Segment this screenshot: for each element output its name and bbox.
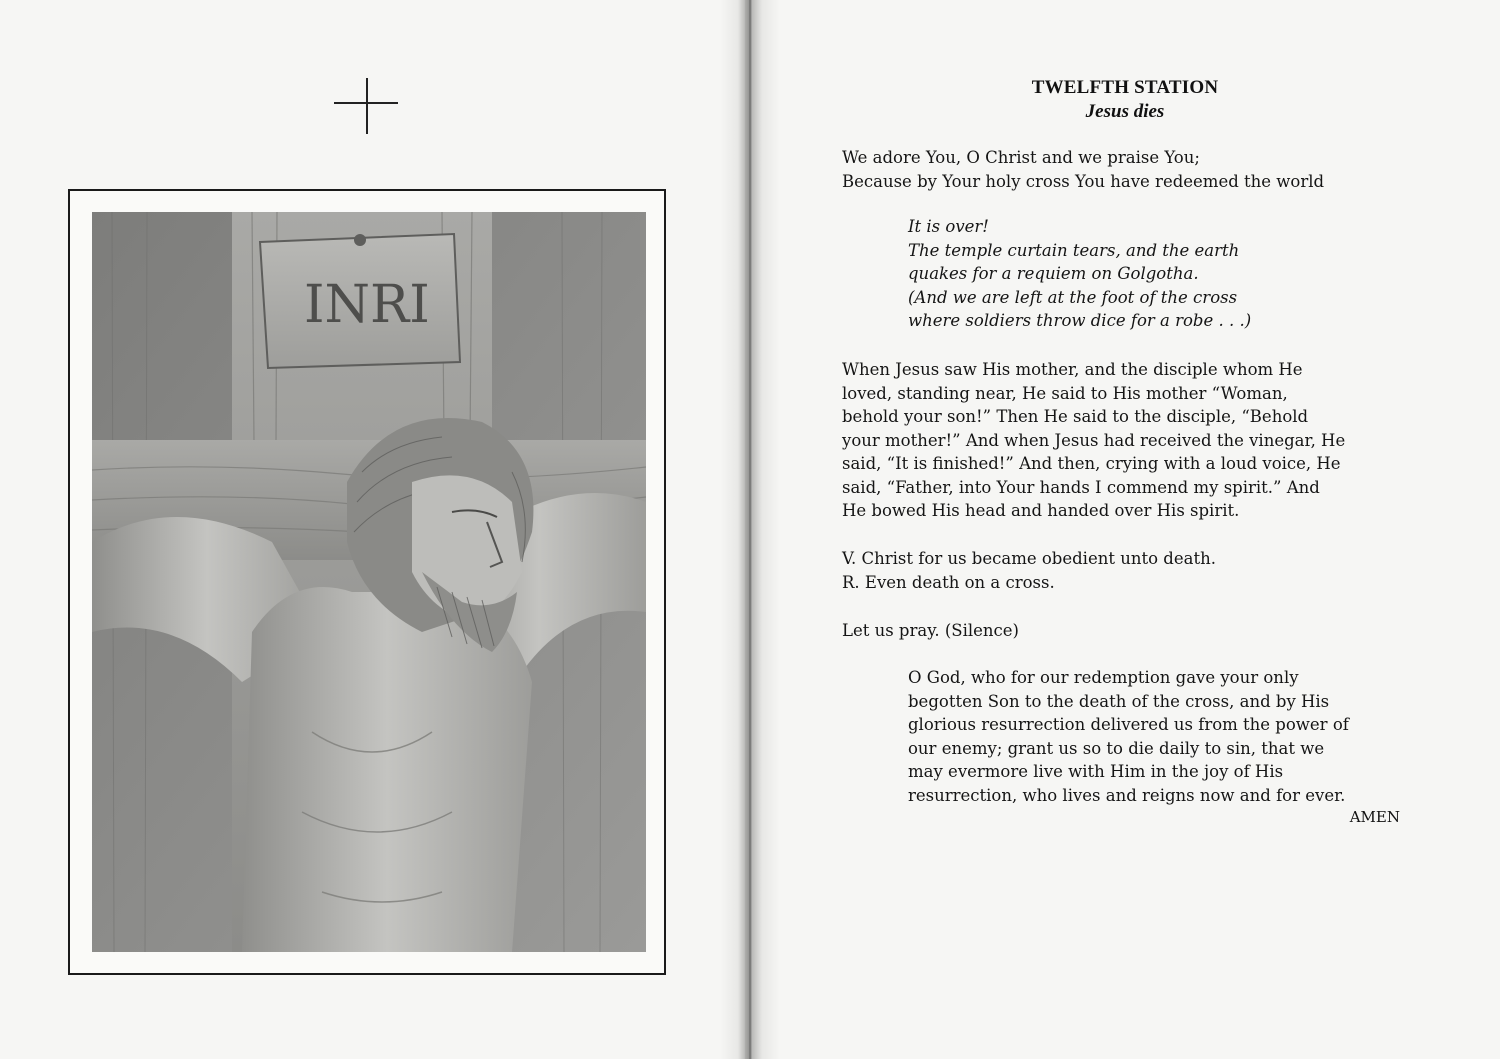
invitation-line: Let us pray. (Silence) <box>842 621 1019 640</box>
poem-line: (And we are left at the foot of the cross <box>908 287 1238 307</box>
gospel-line: He bowed His head and handed over His spirit. <box>842 501 1240 520</box>
versicle-line: V. Christ for us became obedient unto death. <box>842 549 1216 568</box>
adoration-line: Because by Your holy cross You have redeemed the world <box>842 171 1325 191</box>
left-page <box>0 0 745 1059</box>
versicle-response <box>842 547 1216 594</box>
poem-line: quakes for a requiem on Golgotha. <box>908 264 1199 283</box>
amen-text: AMEN <box>1349 808 1400 826</box>
gospel-line: your mother!” And when Jesus had received the vinegar, He <box>842 430 1346 450</box>
station-header <box>1000 76 1250 124</box>
poem-text <box>908 215 1251 333</box>
closing-prayer <box>908 666 1349 807</box>
inri-inscription: INRI <box>304 275 430 335</box>
cross-icon <box>334 78 398 134</box>
prayer-line: resurrection, who lives and reigns now and for ever. <box>908 785 1346 805</box>
gospel-line: said, “It is finished!” And then, crying with a loud voice, He <box>842 454 1341 473</box>
prayer-line: our enemy; grant us so to die daily to sin, that we <box>908 738 1325 758</box>
adoration-text <box>842 146 1324 193</box>
gospel-line: When Jesus saw His mother, and the disciple whom He <box>842 360 1303 379</box>
prayer-line: begotten Son to the death of the cross, and by His <box>908 691 1330 711</box>
poem-line: where soldiers throw dice for a robe . . .) <box>908 311 1252 330</box>
prayer-invitation <box>842 619 1019 643</box>
station-subtitle: Jesus dies <box>1085 101 1165 122</box>
gospel-line: loved, standing near, He said to His mother “Woman, <box>842 383 1288 403</box>
response-line: R. Even death on a cross. <box>842 572 1055 592</box>
book-gutter <box>720 0 780 1059</box>
gospel-text <box>842 358 1345 523</box>
poem-line: The temple curtain tears, and the earth <box>908 240 1240 260</box>
prayer-line: O God, who for our redemption gave your only <box>908 668 1299 687</box>
gospel-line: behold your son!” Then He said to the disciple, “Behold <box>842 407 1309 426</box>
prayer-line: glorious resurrection delivered us from the power of <box>908 715 1349 734</box>
prayer-line: may evermore live with Him in the joy of His <box>908 762 1284 781</box>
station-title: TWELFTH STATION <box>1031 77 1219 98</box>
crucifix-relief-image <box>92 212 646 952</box>
poem-line: It is over! <box>908 217 989 236</box>
gospel-line: said, “Father, into Your hands I commend my spirit.” And <box>842 477 1320 497</box>
adoration-line: We adore You, O Christ and we praise You; <box>842 148 1200 167</box>
